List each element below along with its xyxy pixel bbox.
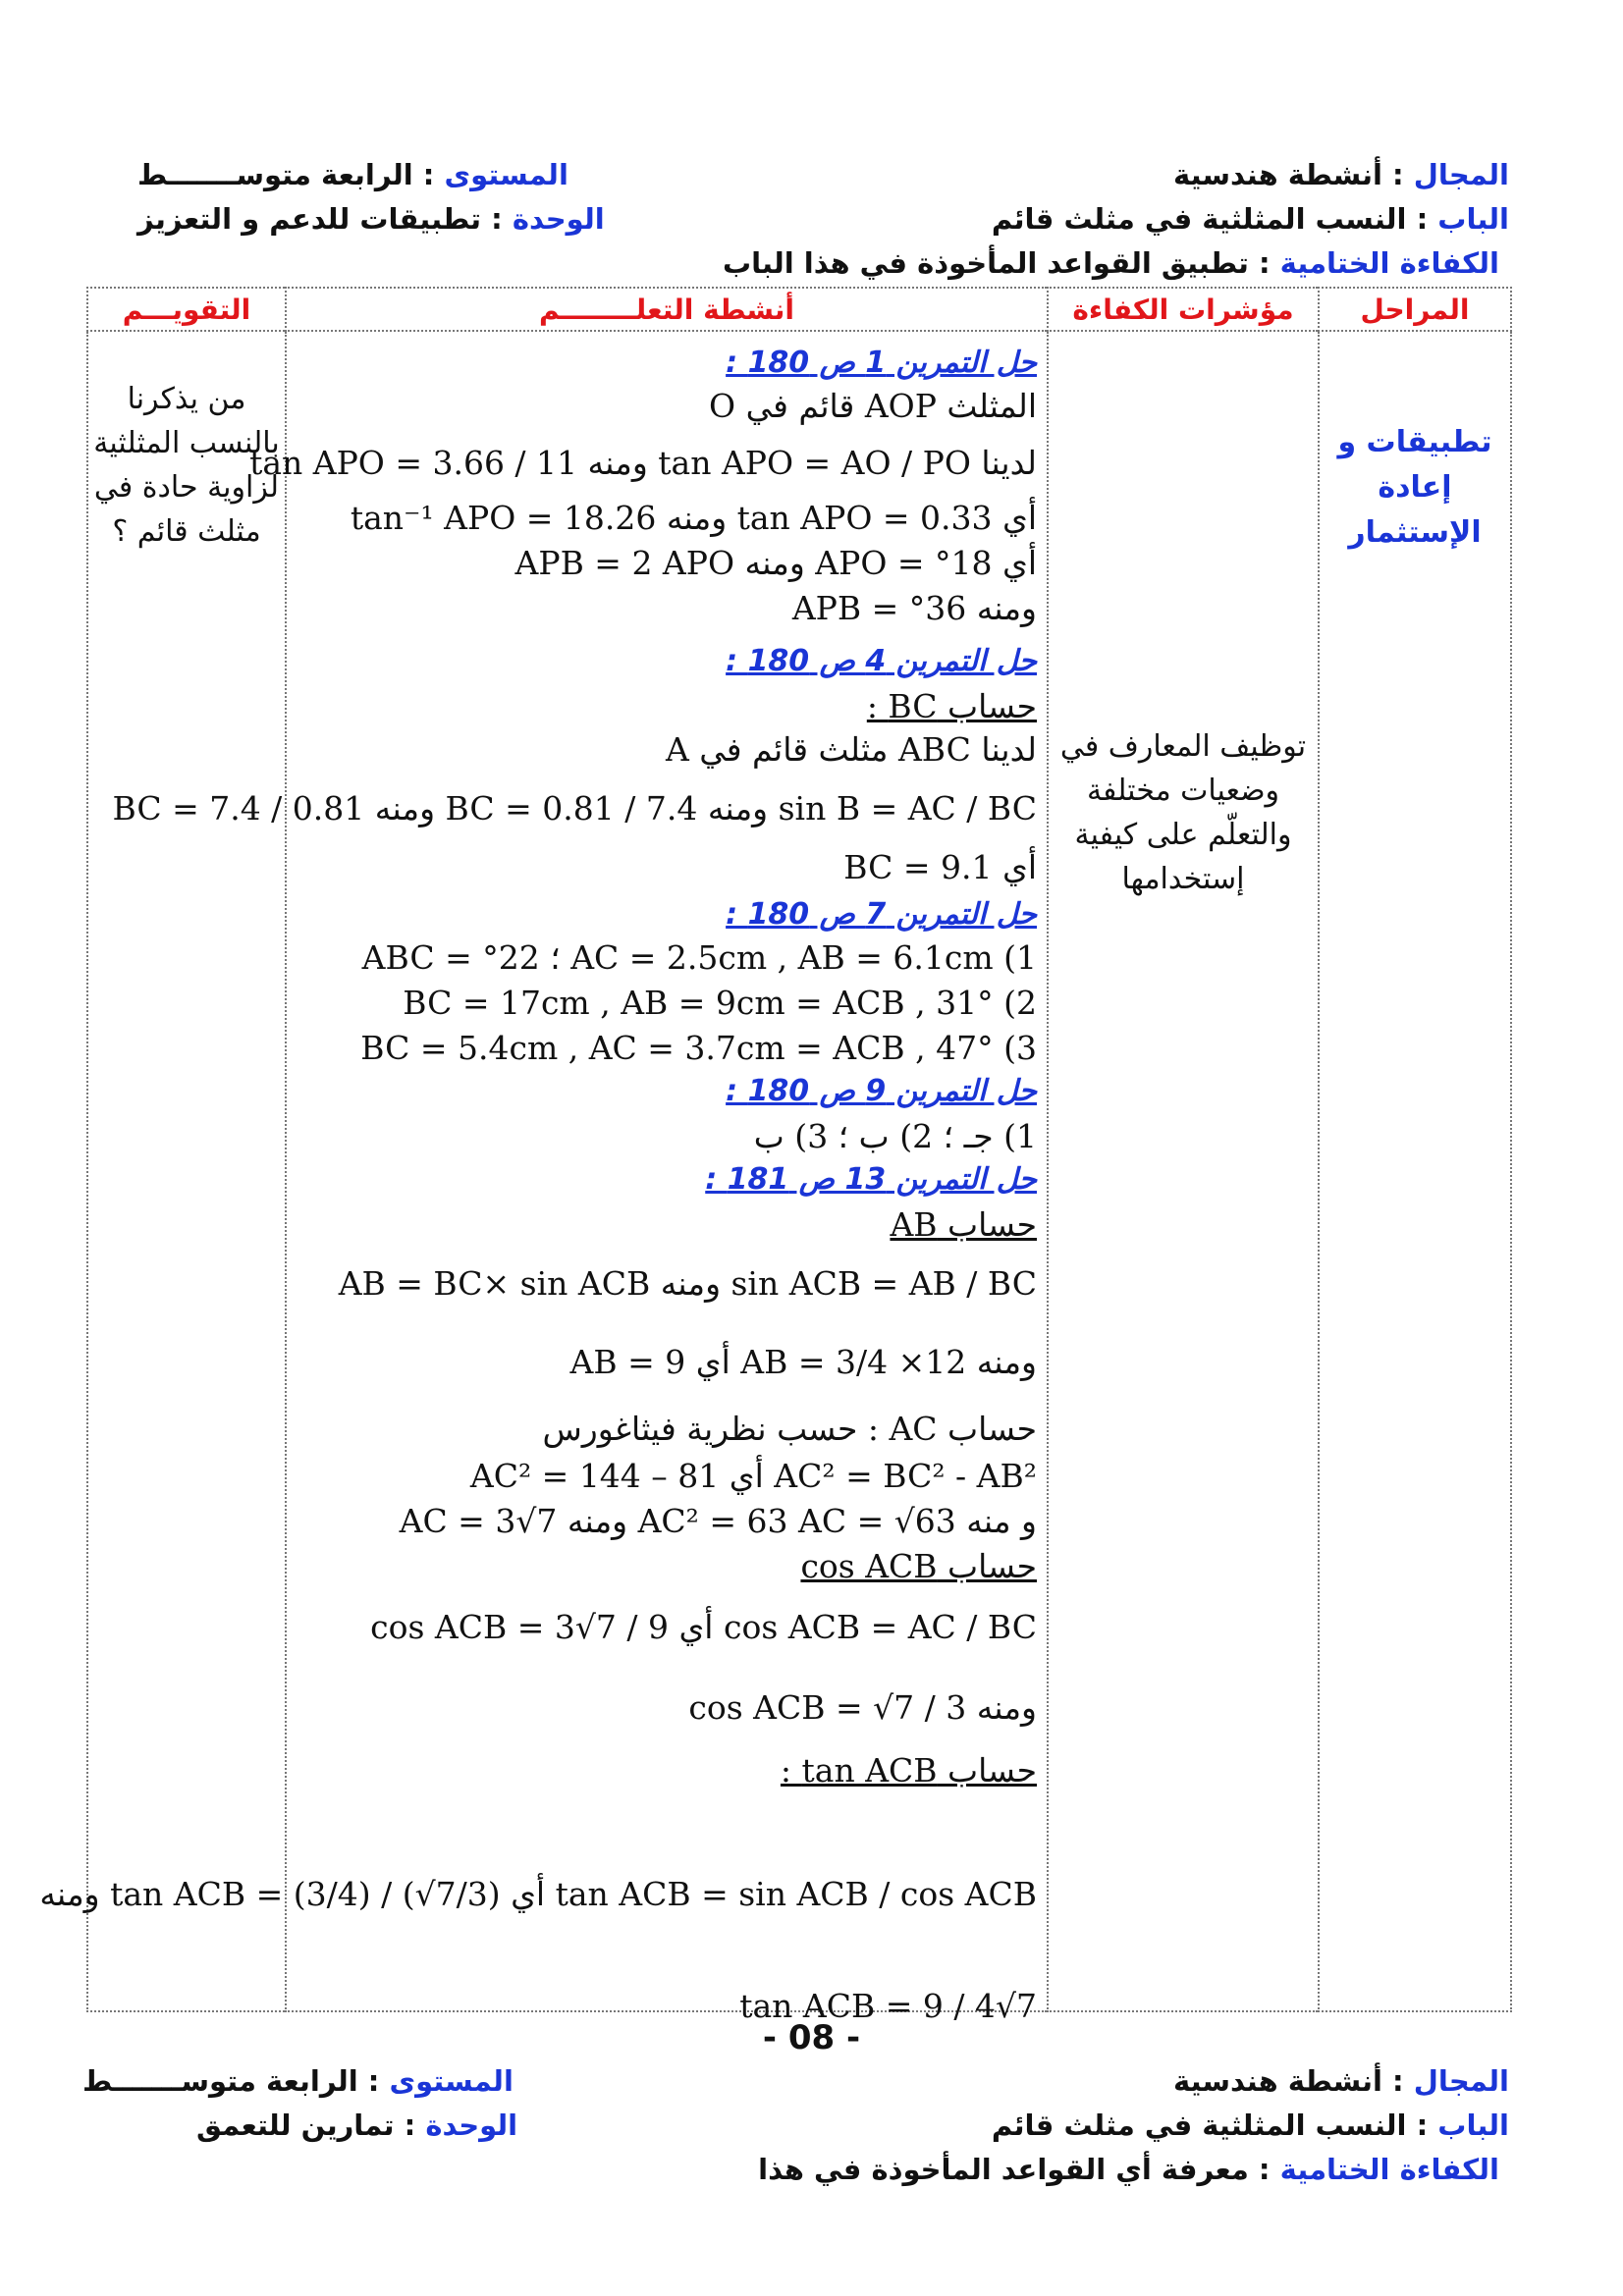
ex13-line: sin ACB = AB / BC ومنه AB = BC× sin ACB bbox=[338, 1264, 1037, 1303]
ex13-line: AC² = BC² - AB² أي AC² = 144 – 81 bbox=[469, 1457, 1037, 1495]
domain-value: : أنشطة هندسية bbox=[1173, 158, 1404, 191]
competence-value: : معرفة أي القواعد المأخوذة في هذا bbox=[758, 2153, 1271, 2186]
col-activities: أنشطة التعلــــــــم bbox=[286, 288, 1048, 331]
ex9-title: حل التمرين 9 ص 180 : bbox=[726, 1074, 1037, 1108]
domain-value: : أنشطة هندسية bbox=[1173, 2064, 1404, 2098]
ex7-line: 2) 31° , BC = 17cm , AB = 9cm = ACB bbox=[403, 984, 1037, 1022]
ex13-line: ومنه cos ACB = √7 / 3 bbox=[688, 1688, 1037, 1727]
ex13-line: حساب AB bbox=[890, 1205, 1037, 1244]
ex7-line: 3) 47° , BC = 5.4cm , AC = 3.7cm = ACB bbox=[360, 1029, 1037, 1067]
ex4-line: sin B = AC / BC ومنه 7.4 / BC = 0.81 ومنه BC = 7.4 / 0.81 bbox=[112, 789, 1037, 828]
ex13-title: حل التمرين 13 ص 181 : bbox=[705, 1162, 1037, 1197]
chapter-label: الباب bbox=[1437, 202, 1509, 236]
ex13-line: حساب cos ACB bbox=[800, 1547, 1037, 1585]
chapter-line bbox=[992, 197, 1509, 240]
competence-label: الكفاءة الختامية bbox=[1279, 246, 1499, 280]
chapter-value: : النسب المثلثية في مثلث قائم bbox=[991, 2109, 1429, 2142]
domain-label: المجال bbox=[1413, 2064, 1509, 2098]
ex7-title: حل التمرين 7 ص 180 : bbox=[726, 897, 1037, 932]
level-value: : الرابعة متوســـــــط bbox=[82, 2064, 380, 2098]
chapter-label: الباب bbox=[1437, 2109, 1509, 2142]
ex13-line: ومنه 12× 3/4 = AB أي AB = 9 bbox=[569, 1343, 1037, 1381]
ex1-line: لدينا tan APO = AO / PO ومنه tan APO = 3.66 / 11 bbox=[249, 444, 1037, 482]
chapter-value: : النسب المثلثية في مثلث قائم bbox=[991, 202, 1429, 236]
col-stages: المراحل bbox=[1319, 288, 1511, 331]
evaluation-cell: من يذكرنا بالنسب المثلثية لزاوية حادة في مثلث قائم ؟ bbox=[87, 331, 286, 2011]
ex1-title: حل التمرين 1 ص 180 : bbox=[726, 346, 1037, 380]
indicators-cell: توظيف المعارف في وضعيات مختلفة والتعلّم على كيفية إستخدامها bbox=[1048, 331, 1319, 2011]
domain-line bbox=[1173, 2059, 1509, 2103]
level-label: المستوى bbox=[389, 2064, 514, 2098]
ex4-line: أي BC = 9.1 bbox=[843, 848, 1037, 886]
col-indicators: مؤشرات الكفاءة bbox=[1048, 288, 1319, 331]
level-value: : الرابعة متوســـــــط bbox=[137, 158, 435, 191]
ex4-line: حساب BC : bbox=[866, 687, 1037, 725]
unit-value: : تمارين للتعمق bbox=[196, 2109, 416, 2142]
competence-line bbox=[723, 241, 1499, 285]
ex13-line: tan ACB = sin ACB / cos ACB أي tan ACB = (3/4) / (√7/3) ومنه bbox=[39, 1875, 1037, 1913]
ex13-line: tan ACB = 9 / 4√7 bbox=[739, 1987, 1037, 2025]
competence-value: : تطبيق القواعد المأخوذة في هذا الباب bbox=[722, 246, 1271, 280]
unit-label: الوحدة bbox=[512, 202, 605, 236]
level-line bbox=[82, 2059, 514, 2103]
level-line bbox=[137, 153, 568, 196]
ex1-line: أي tan APO = 0.33 ومنه tan⁻¹ APO = 18.26 bbox=[350, 499, 1037, 537]
ex4-title: حل التمرين 4 ص 180 : bbox=[726, 644, 1037, 678]
domain-label: المجال bbox=[1413, 158, 1509, 191]
ex1-line: ومنه APB = °36 bbox=[791, 589, 1037, 627]
level-label: المستوى bbox=[444, 158, 568, 191]
domain-line bbox=[1173, 153, 1509, 196]
ex13-line: حساب AC : حسب نظرية فيثاغورس bbox=[542, 1410, 1037, 1448]
unit-label: الوحدة bbox=[425, 2109, 518, 2142]
unit-value: : تطبيقات للدعم و التعزيز bbox=[137, 202, 503, 236]
ex13-line: حساب tan ACB : bbox=[780, 1751, 1037, 1789]
ex4-line: لدينا ABC مثلث قائم في A bbox=[665, 730, 1037, 769]
col-evaluation: التقويـــم bbox=[87, 288, 286, 331]
unit-line bbox=[196, 2104, 517, 2147]
page-number: - 08 - bbox=[762, 2018, 861, 2057]
stage-cell: تطبيقات و إعادة الإستثمار bbox=[1319, 331, 1511, 2011]
chapter-line bbox=[992, 2104, 1509, 2147]
ex1-line: المثلث AOP قائم في O bbox=[709, 387, 1037, 425]
unit-line bbox=[137, 197, 605, 240]
competence-label: الكفاءة الختامية bbox=[1279, 2153, 1499, 2186]
ex9-line: 1) جـ ؛ 2) ب ؛ 3) ب bbox=[753, 1117, 1037, 1155]
ex13-line: cos ACB = AC / BC أي cos ACB = 3√7 / 9 bbox=[370, 1608, 1037, 1646]
competence-line bbox=[758, 2148, 1499, 2191]
ex13-line: و منه AC² = 63 AC = √63 ومنه AC = 3√7 bbox=[399, 1502, 1037, 1540]
ex1-line: أي APO = °18 ومنه APB = 2 APO bbox=[514, 544, 1037, 582]
ex7-line: 1) AC = 2.5cm , AB = 6.1cm ؛ ABC = °22 bbox=[361, 938, 1037, 977]
lesson-table bbox=[39, 287, 1512, 2025]
